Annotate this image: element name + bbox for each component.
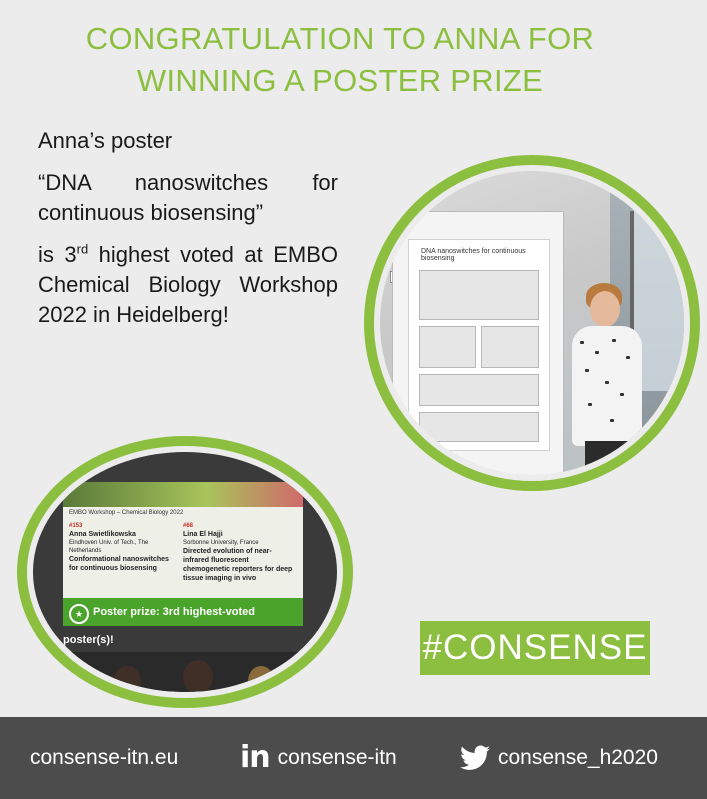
poster-title-quote: “DNA nanoswitches for continuous biosensing” [38,170,338,225]
prize-screen-photo-frame [17,436,353,708]
twitter-handle: consense_h2020 [498,746,658,769]
announcement-text [38,126,338,342]
prize-screen-photo [33,452,337,692]
result-paragraph [38,240,338,330]
star-icon: ★ [69,604,89,624]
intro-line: Anna’s poster [38,128,173,153]
poster-photo [380,171,684,475]
website-link[interactable] [30,717,178,799]
linkedin-link[interactable] [240,717,397,799]
entry2-number: #68 [183,523,194,529]
poster-photo-frame [364,155,700,491]
screen-header: EMBO Workshop – Chemical Biology 2022 [69,510,184,516]
twitter-icon [460,745,490,771]
linkedin-icon: in [240,740,270,775]
entry1-number: #153 [69,523,83,529]
entry2-title: Directed evolution of near-infrared fluorescent chemogenetic reporters for deep tissue imaging in vivo [183,548,293,582]
audience [33,652,337,692]
title-line-1: CONGRATULATION TO ANNA FOR [85,21,595,56]
footer-bar [0,717,707,799]
hashtag-badge: #CONSENSE [420,621,650,675]
entry2-name: Lina El Hajji [183,531,223,538]
poster-sheet-title: DNA nanoswitches for continuous biosensing [421,248,526,262]
result-rank: is 3 [38,242,77,267]
person-legs [585,441,629,475]
entry1-name: Anna Swietlikowska [69,531,136,538]
linkedin-handle: consense-itn [277,746,397,769]
twitter-link[interactable] [460,717,658,799]
entry2-affiliation: Sorbonne University, France [183,540,259,546]
prize-banner: Poster prize: 3rd highest-voted poster(s)! [63,598,303,626]
person-head [590,291,620,327]
poster-sheet [408,239,550,451]
person-shirt [572,326,642,446]
rank-suffix: rd [76,241,89,257]
page-title [0,18,680,102]
title-line-2: WINNING A POSTER PRIZE [136,63,544,98]
result-detail: highest voted at EMBO Chemical Biology Workshop 2022 in Heidelberg! [38,242,338,327]
entry1-title: Conformational nanoswitches for continuous biosensing [69,556,169,572]
entry1-affiliation: Eindhoven Univ. of Tech., The Netherlands [69,540,149,554]
website-text: consense-itn.eu [30,746,179,769]
